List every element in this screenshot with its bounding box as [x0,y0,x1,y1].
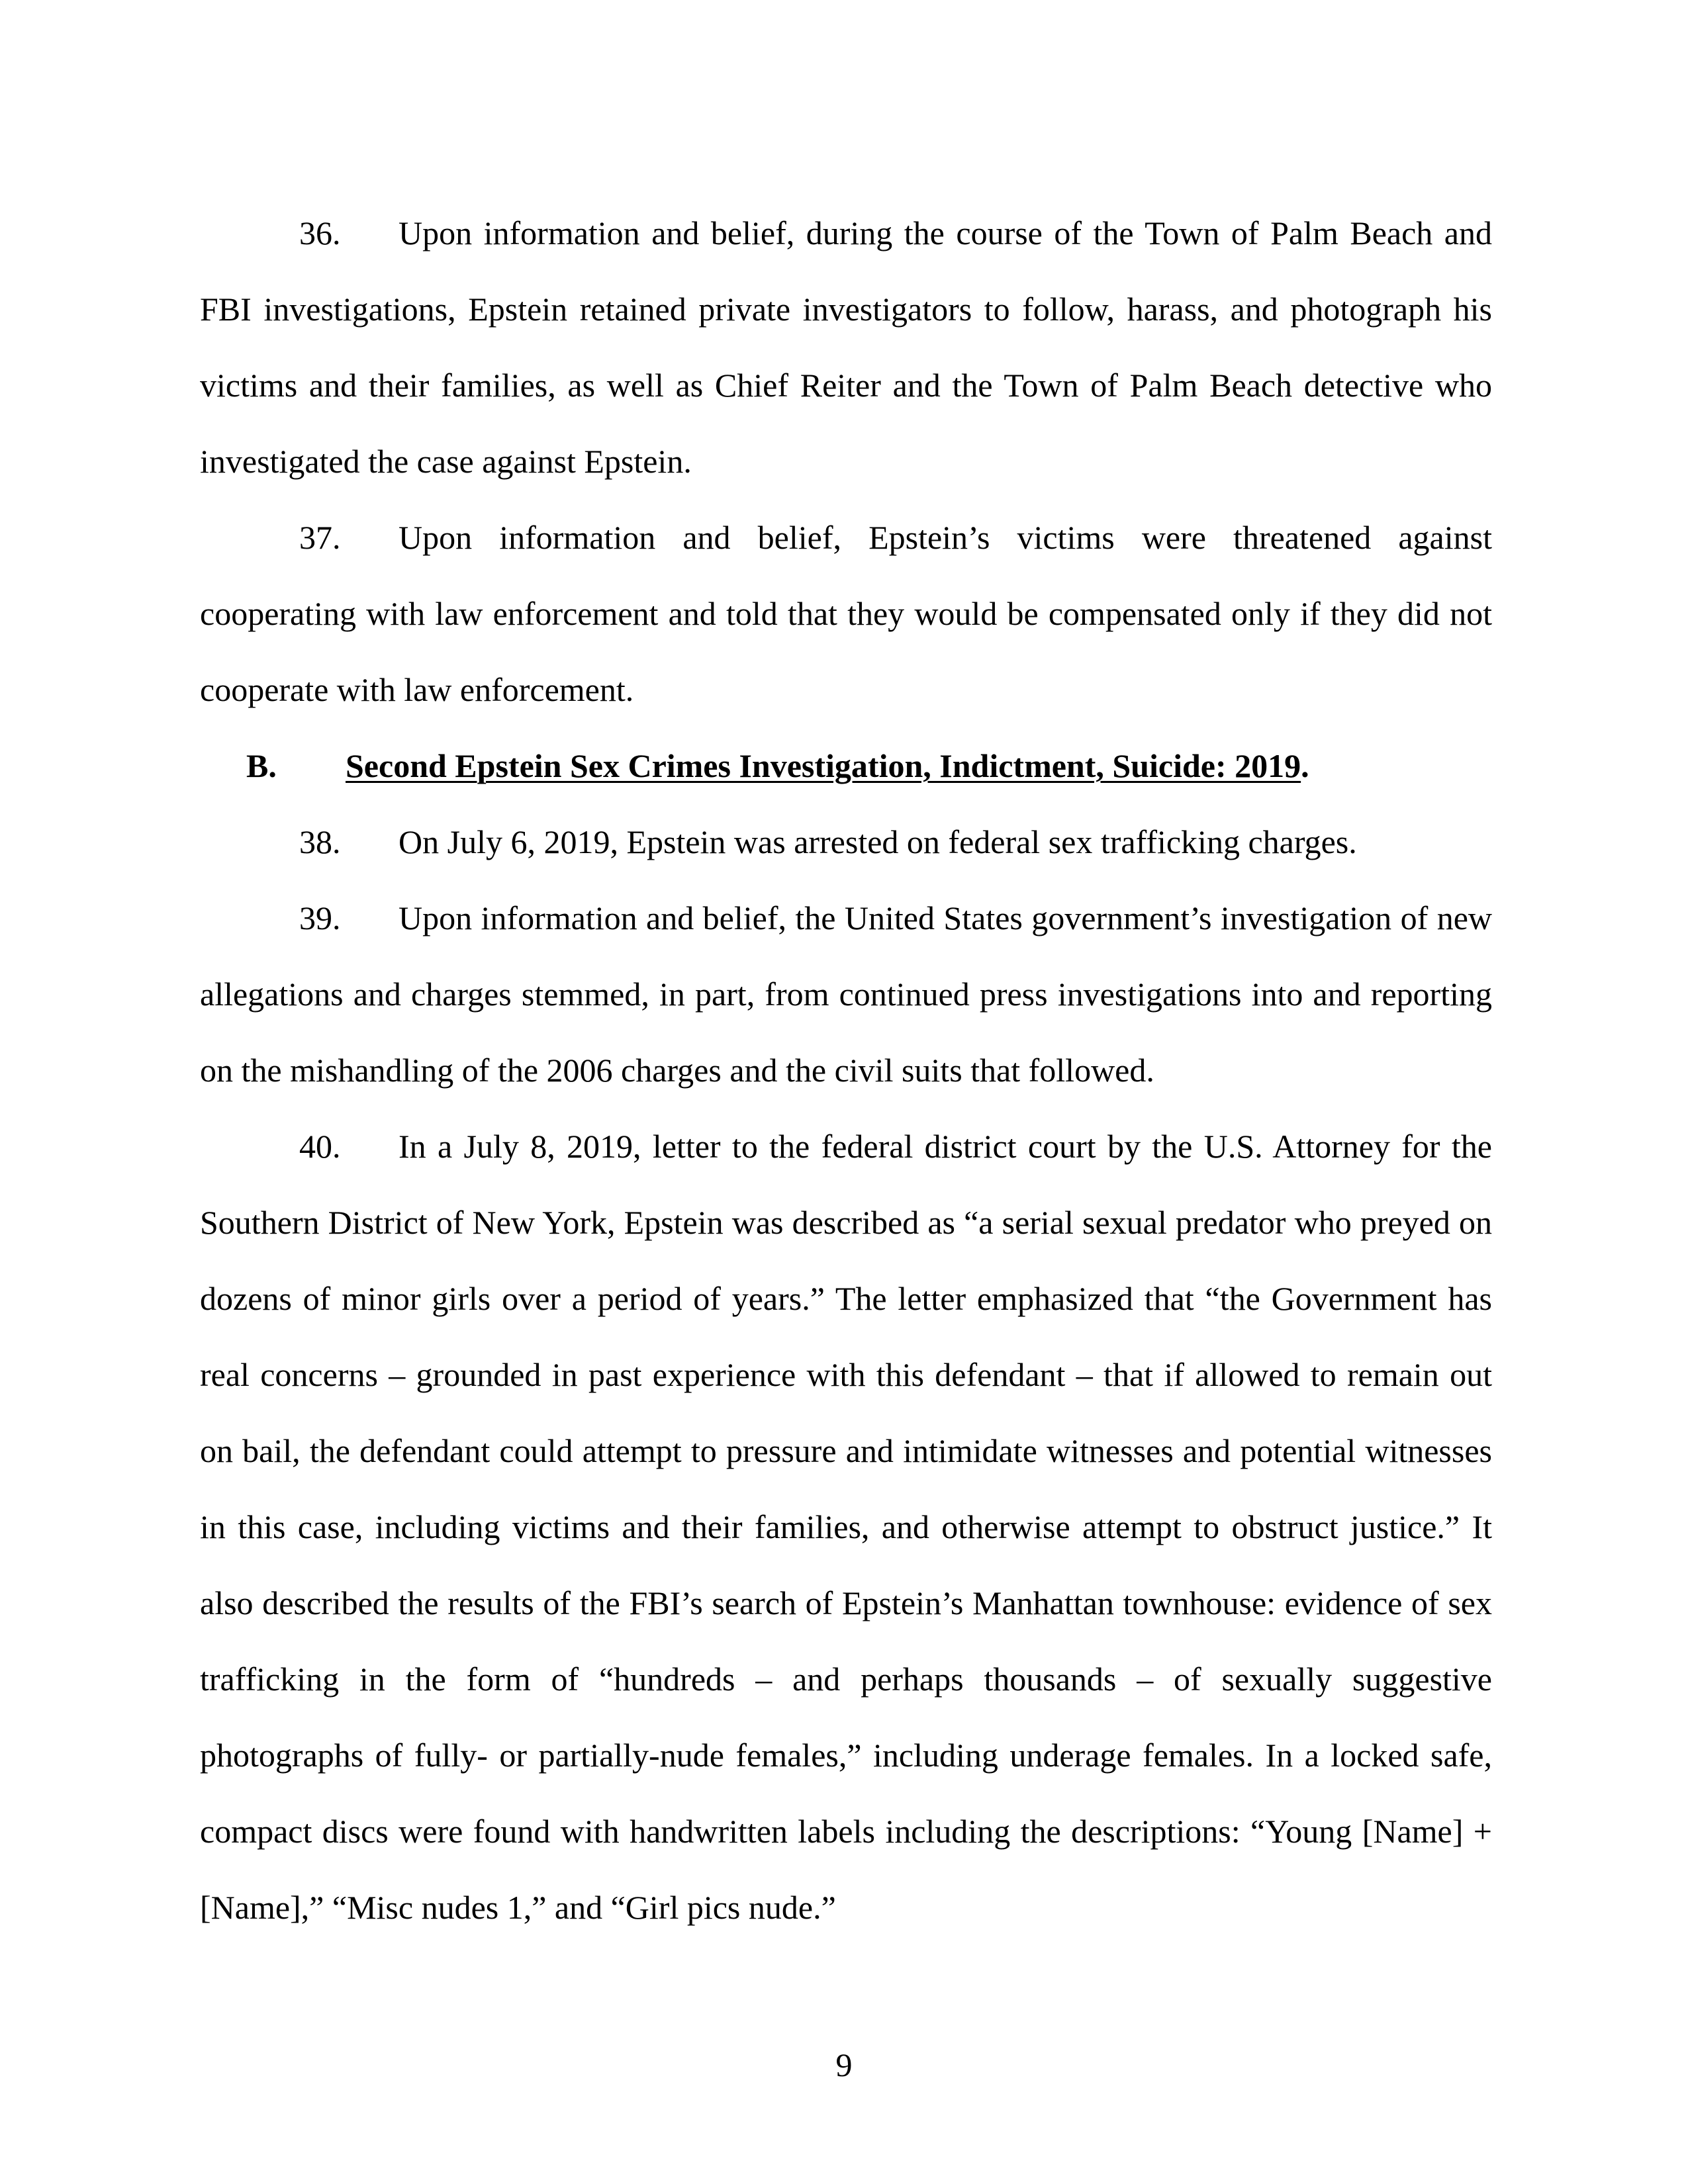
section-letter: B. [246,747,277,784]
page-number: 9 [835,2046,853,2083]
paragraph-number: 38. [299,823,341,860]
paragraph-39 [200,880,1492,1109]
paragraph-text: Upon information and belief, during the course of the Town of Palm Beach and FBI investigations, Epstein retained private investigators to follow, harass, and photograph his victims and their families, as well as Chief Reiter and the Town of Palm Beach detective who investigated the case against Epstein. [200,214,1492,480]
section-heading [200,728,1492,804]
document-body [200,195,1492,1946]
paragraph-number: 36. [299,214,341,251]
paragraph-text: In a July 8, 2019, letter to the federal district court by the U.S. Attorney for the Southern District of New York, Epstein was described as “a serial sexual predator who preyed on dozens of minor girls over a period of years.” The letter emphasized that “the Government has real concerns – grounded in past experience with this defendant – that if allowed to remain out on bail, the defendant could attempt to pressure and intimidate witnesses and potential witnesses in this case, including victims and their families, and otherwise attempt to obstruct justice.” It also described the results of the FBI’s search of Epstein’s Manhattan townhouse: evidence of sex trafficking in the form of “hundreds – and perhaps thousands – of sexually suggestive photographs of fully- or partially-nude females,” including underage females. In a locked safe, compact discs were found with handwritten labels including the descriptions: “Young [Name] + [Name],” “Misc nudes 1,” and “Girl pics nude.” [200,1128,1492,1926]
paragraph-36 [200,195,1492,500]
paragraph-text: Upon information and belief, Epstein’s victims were threatened against cooperating with law enforcement and told that they would be compensated only if they did not cooperate with law enforcement. [200,519,1492,708]
paragraph-37 [200,500,1492,728]
paragraph-38 [200,804,1492,880]
paragraph-text: Upon information and belief, the United States government’s investigation of new allegations and charges stemmed, in part, from continued press investigations into and reporting on the mishandling of the 2006 charges and the civil suits that followed. [200,899,1492,1089]
paragraph-text: On July 6, 2019, Epstein was arrested on federal sex trafficking charges. [399,823,1357,860]
paragraph-number: 40. [299,1128,341,1165]
section-title-period: . [1301,747,1309,784]
paragraph-40 [200,1109,1492,1946]
paragraph-number: 37. [299,519,341,556]
paragraph-number: 39. [299,899,341,936]
section-title: Second Epstein Sex Crimes Investigation, Indictment, Suicide: 2019 [346,747,1301,784]
